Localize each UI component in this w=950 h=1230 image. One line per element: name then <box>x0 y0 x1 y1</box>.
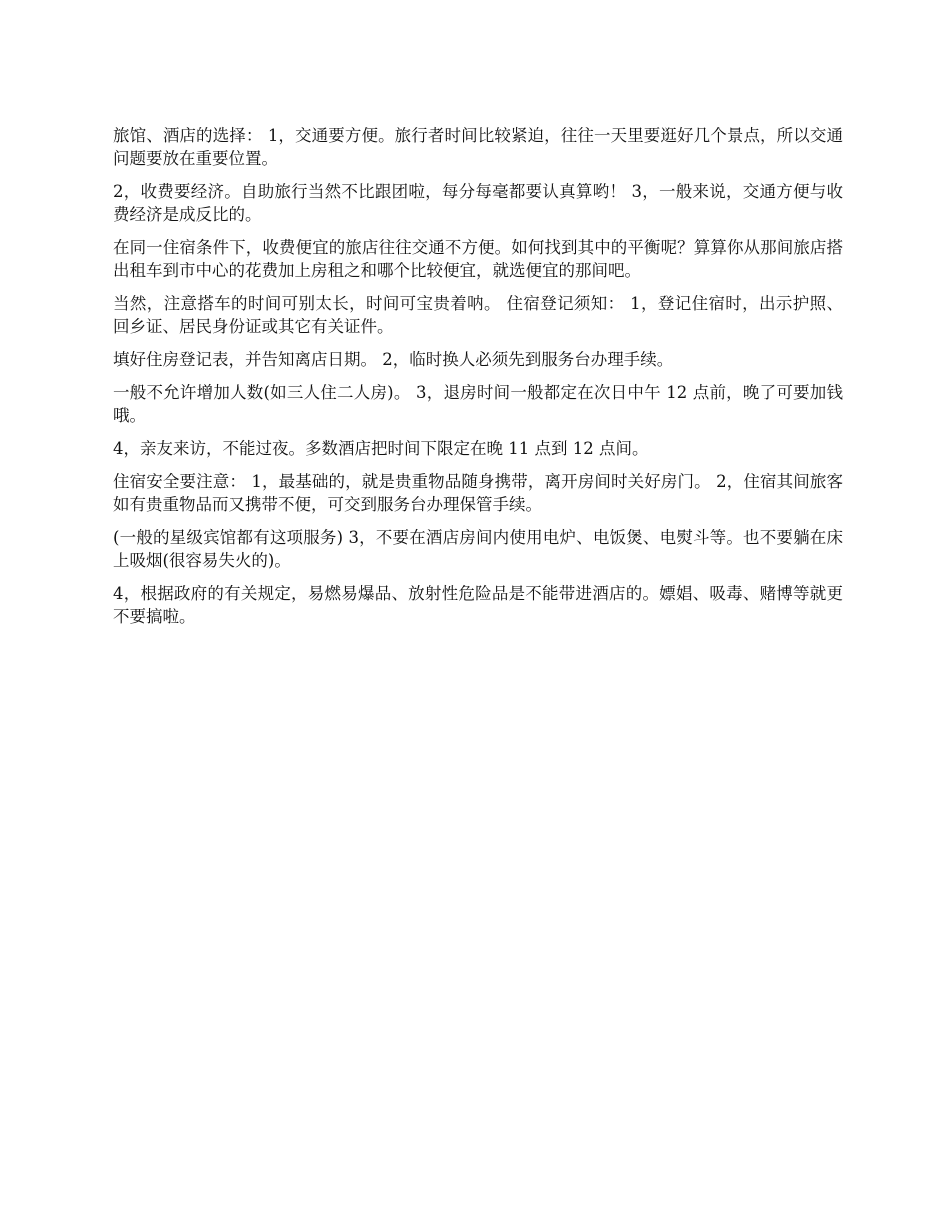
paragraph-registration-form: 填好住房登记表，并告知离店日期。 2，临时换人必须先到服务台办理手续。 <box>113 350 674 369</box>
paragraph-balance: 在同一住宿条件下，收费便宜的旅店往往交通不方便。如何找到其中的平衡呢？算算你从那间旅店搭出租车到市中心的花费加上房租之和哪个比较便宜，就选便宜的那间吧。 <box>113 238 843 280</box>
paragraph-checkout: 一般不允许增加人数(如三人住二人房)。 3，退房时间一般都定在次日中午 12 点前，晚了可要加钱哦。 <box>113 383 843 425</box>
paragraph-prohibited: 4，根据政府的有关规定，易燃易爆品、放射性危险品是不能带进酒店的。嫖娼、吸毒、赌博等就更不要搞啦。 <box>113 584 843 626</box>
paragraph-hotel-selection: 旅馆、酒店的选择： 1，交通要方便。旅行者时间比较紧迫，往往一天里要逛好几个景点，所以交通问题要放在重要位置。 <box>113 126 843 168</box>
paragraph-registration: 当然，注意搭车的时间可别太长，时间可宝贵着呐。 住宿登记须知： 1，登记住宿时，出示护照、回乡证、居民身份证或其它有关证件。 <box>113 294 843 336</box>
paragraph-cost: 2，收费要经济。自助旅行当然不比跟团啦，每分每毫都要认真算哟！ 3，一般来说，交通方便与收费经济是成反比的。 <box>113 182 843 224</box>
document-body <box>113 124 843 638</box>
paragraph-appliances: (一般的星级宾馆都有这项服务) 3，不要在酒店房间内使用电炉、电饭煲、电熨斗等。也不要躺在床上吸烟(很容易失火的)。 <box>113 528 843 570</box>
paragraph-safety: 住宿安全要注意： 1，最基础的，就是贵重物品随身携带，离开房间时关好房门。 2，住宿其间旅客如有贵重物品而又携带不便，可交到服务台办理保管手续。 <box>113 472 843 514</box>
paragraph-visitors: 4，亲友来访，不能过夜。多数酒店把时间下限定在晚 11 点到 12 点间。 <box>113 439 649 458</box>
